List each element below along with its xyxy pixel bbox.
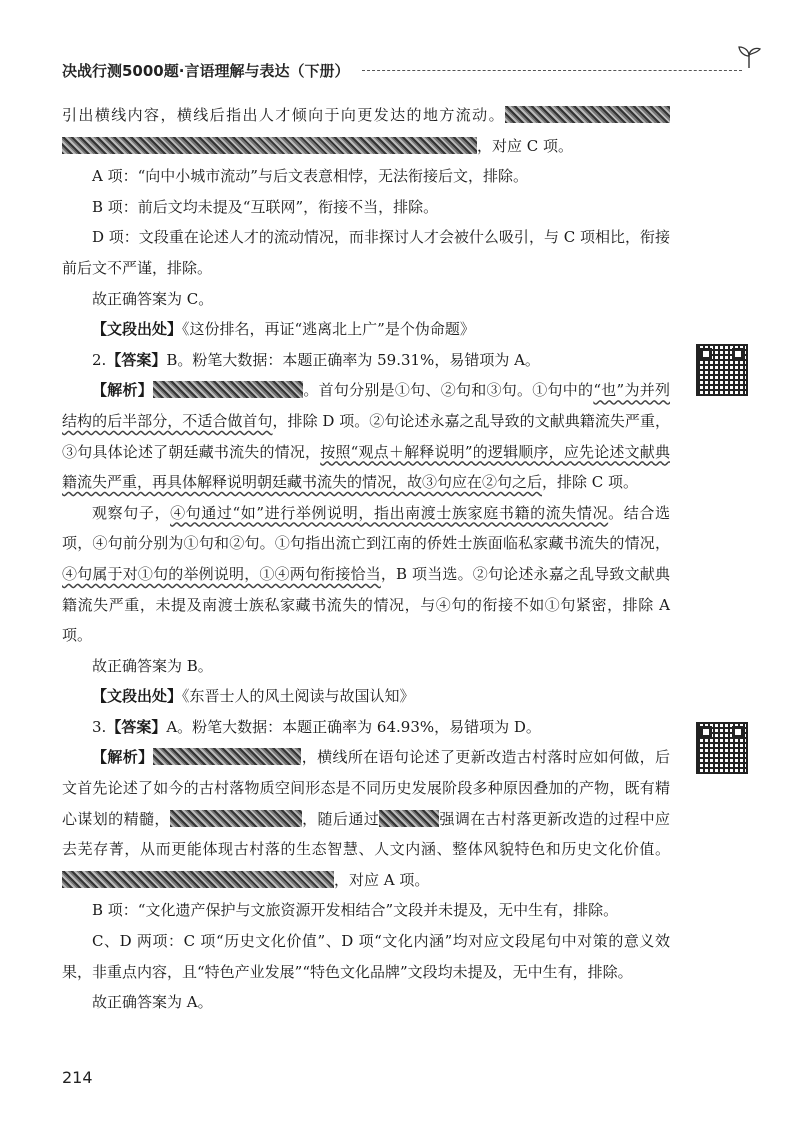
answer-content: [62, 100, 670, 1018]
book-title: 决战行测5000题·言语理解与表达（下册）: [62, 62, 350, 80]
redacted-text: [62, 137, 477, 154]
option-b-analysis-3: B 项：“文化遗产保护与文旅资源开发相结合”文段并未提及，无中生有，排除。: [92, 901, 619, 920]
redacted-text: [153, 748, 301, 765]
question-3-analysis: 【解析】 ，横线所在语句论述了更新改造古村落时应如何做，后文首先论述了如今的古村落物质空间形态是不同历史发展阶段多种原因叠加的产物，既有精心谋划的精髓， ，随后通过 强调在古村落更新改造的过程中应去芜存菁，从而更能体现古村落的生态智慧、人文内涵、整体风貌特色和历史文化价值。，对应 A 项。: [62, 748, 670, 889]
source-1: 【文段出处】《这份排名，再证“逃离北上广”是个伪命题》: [92, 320, 475, 339]
redacted-text: [153, 381, 303, 398]
option-d-analysis: D 项：文段重在论述人才的流动情况，而非探讨人才会被什么吸引，与 C 项相比，衔接前后文不严谨，排除。: [62, 228, 670, 277]
redacted-text: [505, 106, 670, 123]
option-a-analysis: A 项：“向中小城市流动”与后文表意相悖，无法衔接后文，排除。: [92, 167, 528, 186]
option-cd-analysis-3: C、D 两项：C 项“历史文化价值”、D 项“文化内涵”均对应文段尾句中对策的意义效果，非重点内容，且“特色产业发展”“特色文化品牌”文段均未提及，无中生有，排除。: [62, 932, 670, 981]
option-b-analysis: B 项：前后文均未提及“互联网”，衔接不当，排除。: [92, 197, 439, 216]
running-header: [62, 58, 762, 82]
page-number: 214: [62, 1068, 93, 1087]
question-3-answer: 3.【答案】A。粉笔大数据：本题正确率为 64.93%，易错项为 D。: [92, 717, 541, 736]
redacted-text: [170, 810, 302, 827]
sprout-leaf-icon: [736, 44, 762, 70]
question-2-answer: 2.【答案】B。粉笔大数据：本题正确率为 59.31%，易错项为 A。: [92, 350, 540, 369]
source-2: 【文段出处】《东晋士人的风土阅读与故国认知》: [92, 687, 415, 706]
redacted-text: [379, 810, 439, 827]
paragraph-1: 引出横线内容，横线后指出人才倾向于向更发达的地方流动。，对应 C 项。: [62, 100, 670, 161]
correct-answer-3: 故正确答案为 A。: [92, 993, 213, 1012]
correct-answer-2: 故正确答案为 B。: [92, 656, 213, 675]
qr-code-question-3[interactable]: [696, 722, 748, 774]
question-2-analysis: 【解析】 。首句分别是①句、②句和③句。①句中的“也”为并列结构的后半部分，不适合做首句，排除 D 项。②句论述永嘉之乱导致的文献典籍流失严重，③句具体论述了朝廷藏书流失的情况，按照“观点＋解释说明”的逻辑顺序，应先论述文献典籍流失严重，再具体解释说明朝廷藏书流失的情况，故③句应在②句之后，排除 C 项。: [62, 381, 670, 492]
header-divider: [362, 70, 742, 71]
redacted-text: [62, 871, 334, 888]
question-2-observation: 观察句子，④句通过“如”进行举例说明，指出南渡士族家庭书籍的流失情况。结合选项，④句前分别为①句和②句。①句指出流亡到江南的侨姓士族面临私家藏书流失的情况，④句属于对①句的举例说明，①④两句衔接恰当，B 项当选。②句论述永嘉之乱导致文献典籍流失严重，未提及南渡士族私家藏书流失的情况，与④句的衔接不如①句紧密，排除 A 项。: [62, 503, 670, 645]
qr-code-question-2[interactable]: [696, 344, 748, 396]
correct-answer-1: 故正确答案为 C。: [92, 289, 214, 308]
